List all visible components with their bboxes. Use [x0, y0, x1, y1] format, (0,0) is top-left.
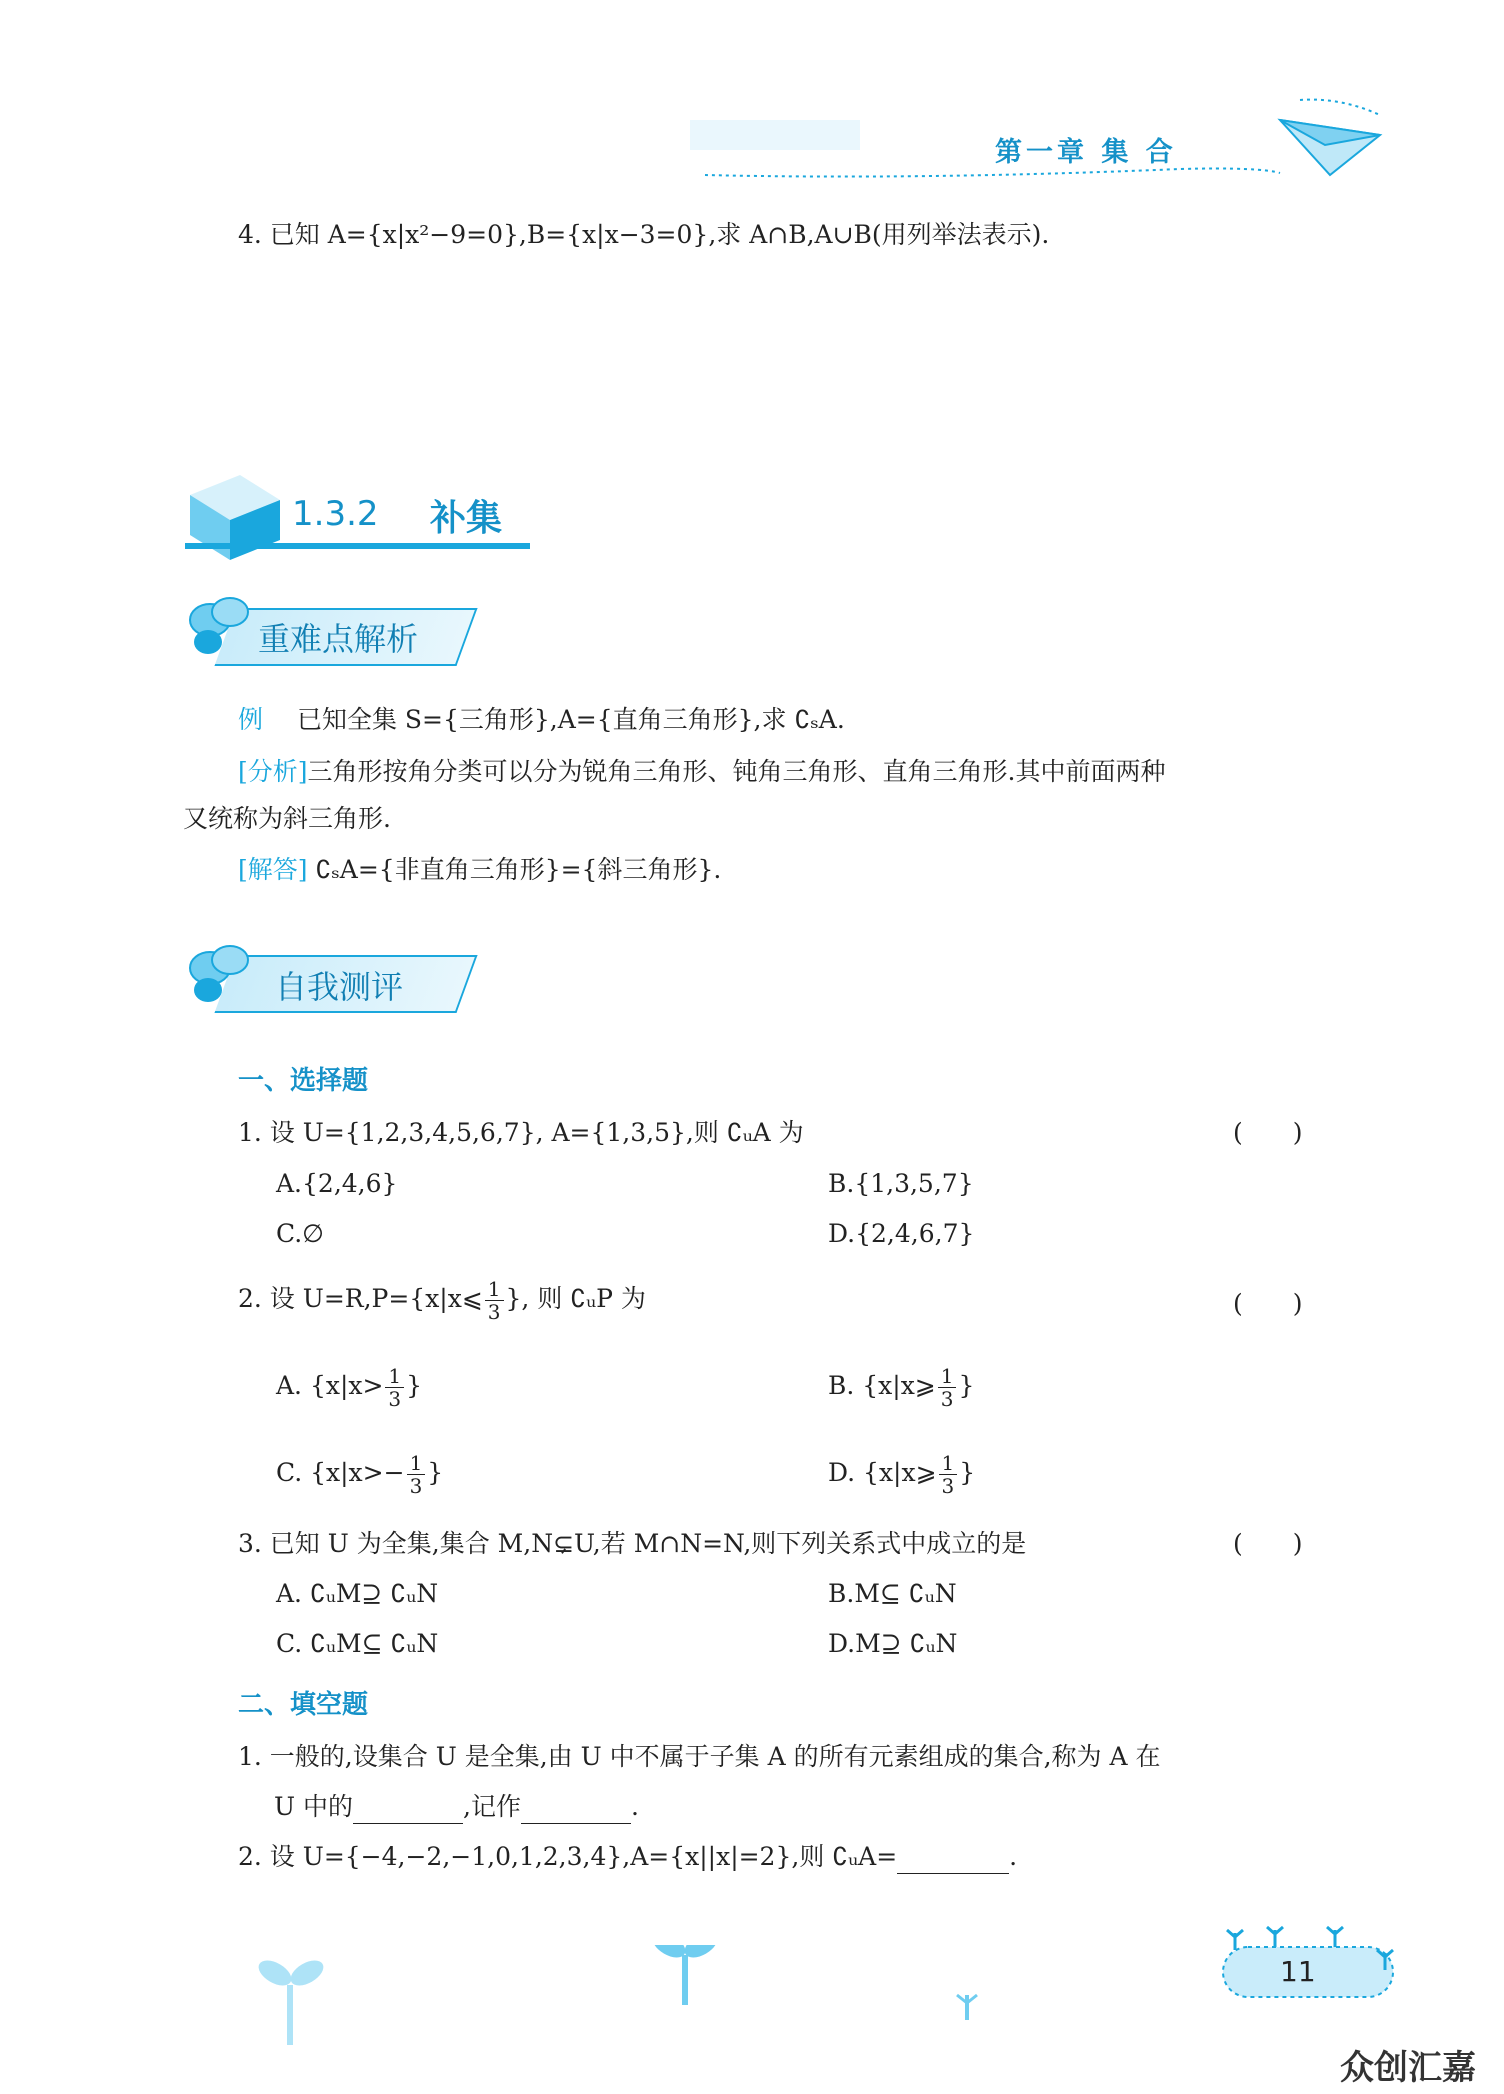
- blank-field[interactable]: [353, 1797, 463, 1824]
- mc-q3-option-a: A. ∁ᵤM⊇ ∁ᵤN: [276, 1579, 439, 1608]
- fill-q1-line2: U 中的 ,记作 .: [274, 1790, 639, 1824]
- mc-q3-stem: 3. 已知 U 为全集,集合 M,N⊊U,若 M∩N=N,则下列关系式中成立的是: [238, 1529, 1027, 1558]
- mc-q2-stem-post: }, 则 ∁ᵤP 为: [505, 1284, 646, 1313]
- mc-q2-option-b: B. {x|x⩾ $\frac{1}{3}$ }: [828, 1364, 975, 1411]
- fraction: $\frac{1}{3}$: [485, 1278, 504, 1323]
- butterfly-icon: [180, 590, 260, 670]
- section-underline: [185, 543, 530, 549]
- fraction: $\frac{1}{3}$: [385, 1365, 404, 1410]
- analysis-tag: [分析]: [238, 757, 308, 786]
- answer-line: [238, 853, 721, 887]
- mc-q2-option-c: C. {x|x>− $\frac{1}{3}$ }: [276, 1451, 444, 1498]
- butterfly-icon: [180, 938, 260, 1018]
- page-number: 11: [1280, 1955, 1316, 1988]
- answer-tag: [解答]: [238, 855, 308, 884]
- mc-q1-option-b: B.{1,3,5,7}: [828, 1169, 974, 1198]
- fraction: $\frac{1}{3}$: [939, 1452, 958, 1497]
- mc-q2-option-d: D. {x|x⩾ $\frac{1}{3}$ }: [828, 1451, 976, 1498]
- section-title: 补集: [430, 498, 503, 539]
- watermark: 众创汇嘉: [1340, 2048, 1476, 2088]
- key-points-label: 重难点解析: [258, 620, 419, 658]
- mc-q1-option-d: D.{2,4,6,7}: [828, 1219, 975, 1248]
- mc-q1-option-a: A.{2,4,6}: [276, 1169, 398, 1198]
- example-line: [238, 703, 845, 737]
- blank-field[interactable]: [897, 1847, 1009, 1874]
- mc-q2-stem: [238, 1278, 646, 1323]
- part1-title: 一、选择题: [238, 1066, 369, 1096]
- mc-q2-option-a: A. {x|x> $\frac{1}{3}$ }: [276, 1364, 423, 1411]
- answer-text: ∁ₛA={非直角三角形}={斜三角形}.: [315, 855, 722, 884]
- mc-q2-paren: ( ): [1233, 1289, 1303, 1318]
- fraction: $\frac{1}{3}$: [407, 1452, 426, 1497]
- cube-icon: [180, 465, 300, 565]
- mc-q2-stem-pre: 2. 设 U=R,P={x|x⩽: [238, 1284, 483, 1313]
- mc-q3-option-b: B.M⊆ ∁ᵤN: [828, 1579, 957, 1608]
- mc-q3-option-d: D.M⊇ ∁ᵤN: [828, 1629, 958, 1658]
- self-test-label: 自我测评: [275, 968, 404, 1006]
- fill-q1-line1: 1. 一般的,设集合 U 是全集,由 U 中不属于子集 A 的所有元素组成的集合,称为 A 在: [238, 1742, 1161, 1771]
- mc-q1-option-c: C.∅: [276, 1219, 324, 1248]
- example-text: 已知全集 S={三角形},A={直角三角形},求 ∁ₛA.: [296, 705, 845, 734]
- blank-field[interactable]: [521, 1797, 631, 1824]
- mc-q1-stem: 1. 设 U={1,2,3,4,5,6,7}, A={1,3,5},则 ∁ᵤA 为: [238, 1118, 804, 1147]
- mc-q1-paren: ( ): [1233, 1118, 1303, 1147]
- fraction: $\frac{1}{3}$: [938, 1365, 957, 1410]
- paper-plane-icon: [1270, 95, 1390, 180]
- example-tag: 例: [238, 705, 264, 734]
- analysis-line-1: [238, 755, 1165, 789]
- section-number: 1.3.2: [292, 494, 379, 534]
- mc-q3-option-c: C. ∁ᵤM⊆ ∁ᵤN: [276, 1629, 439, 1658]
- fill-q2-line: 2. 设 U={−4,−2,−1,0,1,2,3,4},A={x||x|=2},则 ∁ᵤA= .: [238, 1840, 1017, 1874]
- part2-title: 二、填空题: [238, 1690, 369, 1720]
- analysis-text: 三角形按角分类可以分为锐角三角形、钝角三角形、直角三角形.其中前面两种: [307, 757, 1166, 786]
- analysis-line-2: 又统称为斜三角形.: [183, 804, 391, 833]
- mc-q3-paren: ( ): [1233, 1529, 1303, 1558]
- question-4: 4. 已知 A={x|x²−9=0},B={x|x−3=0},求 A∩B,A∪B(用列举法表示).: [238, 220, 1050, 249]
- chapter-title: 第一章 集 合: [995, 137, 1177, 168]
